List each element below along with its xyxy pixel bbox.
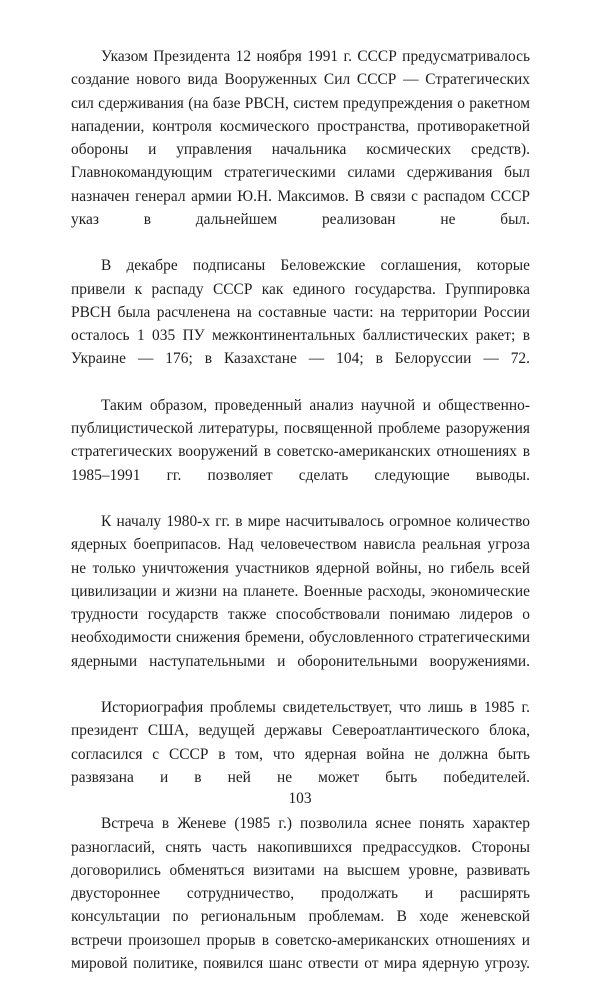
page-number: 103 [288,790,312,807]
paragraph: Указом Президента 12 ноября 1991 г. СССР предусматривалось создание нового вида Вооруженных Сил СССР — Стратегических сил сдерживания (на базе РВСН, систем предупреждения о ракетном нападении, контроля космического пространства, противоракетной обороны и управления начальника космических средств). Главнокомандующим стратегическими силами сдерживания был назначен генерал армии Ю.Н. Максимов. В связи с распадом СССР указ в дальнейшем реализован не был. [71,48,530,228]
paragraph: Встреча в Женеве (1985 г.) позволила яснее понять характер разногласий, снять часть накопившихся предрассудков. Стороны договорились обменяться визитами на высшем уровне, развивать двустороннее сотрудничество, продолжать и расширять консультации по региональным проблемам. В ходе женевской встречи произошел прорыв в советско-американских отношениях и мировой политике, появился шанс отвести от мира ядерную угрозу. [71,815,530,972]
paragraph: В декабре подписаны Беловежские соглашения, которые привели к распаду СССР как единого государства. Группировка РВСН была расчленена на составные части: на территории России осталось 1 035 ПУ межконтинентальных баллистических ракет; в Украине — 176; в Казахстане — 104; в Белоруссии — 72. [71,257,530,368]
paragraph: К началу 1980-х гг. в мире насчитывалось огромное количество ядерных боеприпасов. Над человечеством нависла реальная угроза не только уничтожения участников ядерной войны, но гибель всей цивилизации и жизни на планете. Военные расходы, экономические трудности государств также способствовали понимаю лидеров о необходимости снижения бремени, обусловленного стратегическими ядерными наступательными и оборонительными вооружениями. [71,513,530,670]
paragraph: Таким образом, проведенный анализ научной и общественно-публицистической литературы, посвященной проблеме разоружения стратегических вооружений в советско-американских отношениях в 1985–1991 гг. позволяет сделать следующие выводы. [71,396,530,484]
body-text-column [71,45,530,998]
paragraph: Историография проблемы свидетельствует, что лишь в 1985 г. президент США, ведущей державы Североатлантического блока, согласился с СССР в том, что ядерная война не должна быть развязана и в ней не может быть победителей. [71,699,530,786]
